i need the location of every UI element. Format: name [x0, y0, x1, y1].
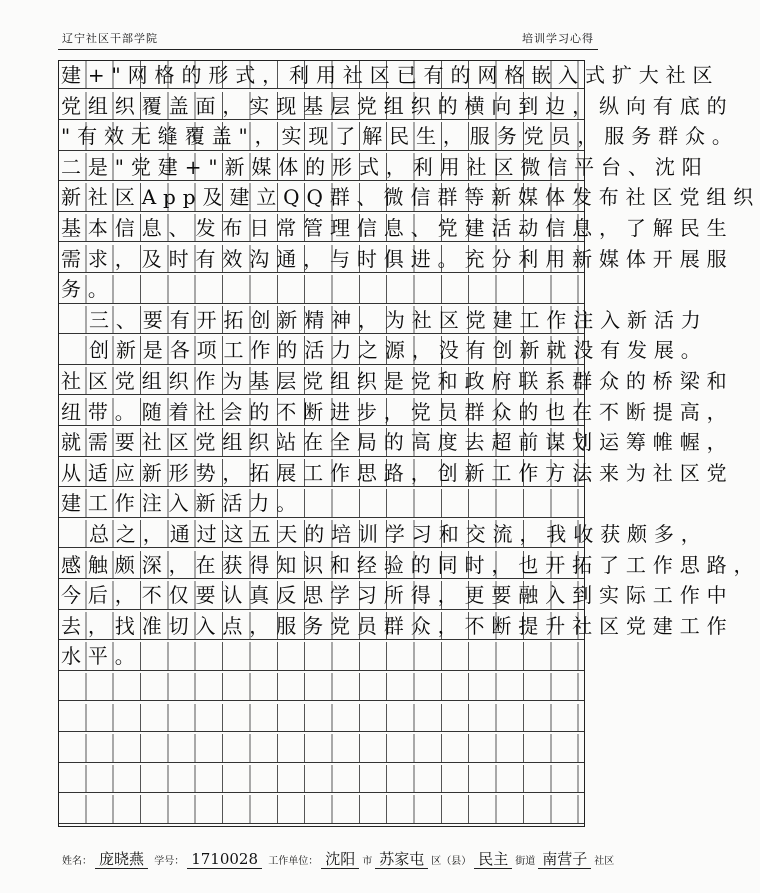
student-name: 庞晓燕 [95, 850, 148, 869]
grid-row [59, 153, 709, 181]
grid-row [59, 336, 708, 364]
grid-row [59, 704, 584, 732]
city-value: 沈阳 [321, 850, 359, 869]
grid-row [59, 183, 760, 211]
handwritten-line [59, 736, 584, 760]
handwritten-line [59, 797, 584, 821]
community-suffix: 社区 [594, 856, 615, 867]
grid-row [59, 551, 760, 579]
grid-row [59, 795, 584, 823]
handwritten-line: 建+"网格的形式，利用社区已有的网格嵌入式扩大社区 [61, 63, 720, 87]
grid-row [59, 214, 734, 242]
handwritten-line: 基本信息、发布日常管理信息、党建活动信息，了解民生 [61, 216, 734, 240]
handwritten-line: 社区党组织作为基层党组织是党和政府联系群众的桥梁和 [61, 369, 734, 393]
footer-info [62, 848, 614, 869]
handwritten-line [59, 675, 584, 699]
grid-row [59, 459, 734, 487]
handwritten-line: 创新是各项工作的活力之源，没有创新就没有发展。 [89, 338, 708, 363]
grid-row [59, 61, 720, 89]
grid-row [59, 642, 584, 670]
grid-row [59, 581, 734, 609]
district-suffix: 区（县） [431, 856, 472, 867]
grid-row [59, 122, 739, 150]
handwritten-line: 就需要社区党组织站在全局的高度去超前谋划运筹帷幄， [61, 430, 734, 455]
city-suffix: 市 [362, 856, 373, 867]
grid-row [59, 765, 584, 793]
grid-row [59, 367, 734, 395]
writing-grid [58, 60, 760, 827]
name-label: 姓名： [62, 856, 92, 867]
grid-row [59, 398, 734, 426]
handwritten-line: 三、要有开拓创新精神，为社区党建工作注入新活力 [89, 307, 708, 332]
handwritten-line [59, 706, 584, 730]
grid-row [59, 520, 708, 548]
handwritten-line: 建工作注入新活力。 [61, 491, 304, 516]
handwritten-line: 纽带。随着社会的不断进步，党员群众的也在不断提高， [61, 399, 734, 424]
handwritten-line: 需求，及时有效沟通，与时俱进。充分利用新媒体开展服 [61, 246, 734, 271]
grid-row [59, 92, 734, 120]
student-id: 1710028 [187, 850, 262, 869]
handwritten-line: 二是"党建+"新媒体的形式，利用社区微信平台、沈阳 [61, 154, 709, 179]
id-label: 学号： [154, 856, 185, 867]
handwritten-line: 感触颇深，在获得知识和经验的同时，也开拓了工作思路， [61, 552, 760, 577]
unit-label: 工作单位： [268, 856, 319, 867]
header-divider [58, 49, 598, 50]
community-value: 南营子 [538, 850, 591, 869]
handwritten-line: "有效无缝覆盖"，实现了解民生，服务党员，服务群众。 [61, 124, 739, 149]
grid-row [59, 306, 708, 334]
grid-row [59, 428, 734, 456]
institution-name: 辽宁社区干部学院 [62, 32, 158, 45]
grid-row [59, 612, 734, 640]
handwritten-line: 去，找准切入点，服务党员群众，不断提升社区党建工作 [61, 613, 734, 638]
handwritten-line: 总之，通过这五天的培训学习和交流，我收获颇多， [89, 522, 708, 546]
handwritten-line: 新社区App及建立QQ群、微信群等新媒体发布社区党组织 [61, 185, 760, 210]
grid-row [59, 734, 584, 762]
handwritten-line: 今后，不仅要认真反思学习所得，更要融入到实际工作中 [61, 583, 734, 608]
street-suffix: 街道 [515, 856, 536, 867]
grid-row [59, 275, 584, 303]
district-value: 苏家屯 [375, 850, 428, 869]
grid-row [59, 489, 584, 517]
handwritten-line: 从适应新形势，拓展工作思路，创新工作方法来为社区党 [61, 460, 734, 485]
handwritten-line: 务。 [61, 277, 115, 302]
document-type: 培训学习心得 [522, 32, 594, 45]
handwritten-line [59, 767, 584, 791]
grid-row [59, 245, 734, 273]
street-value: 民主 [474, 850, 512, 869]
handwritten-line: 水平。 [61, 644, 142, 669]
grid-row [59, 673, 584, 701]
handwritten-line: 党组织覆盖面，实现基层党组织的横向到边，纵向有底的 [61, 93, 734, 118]
